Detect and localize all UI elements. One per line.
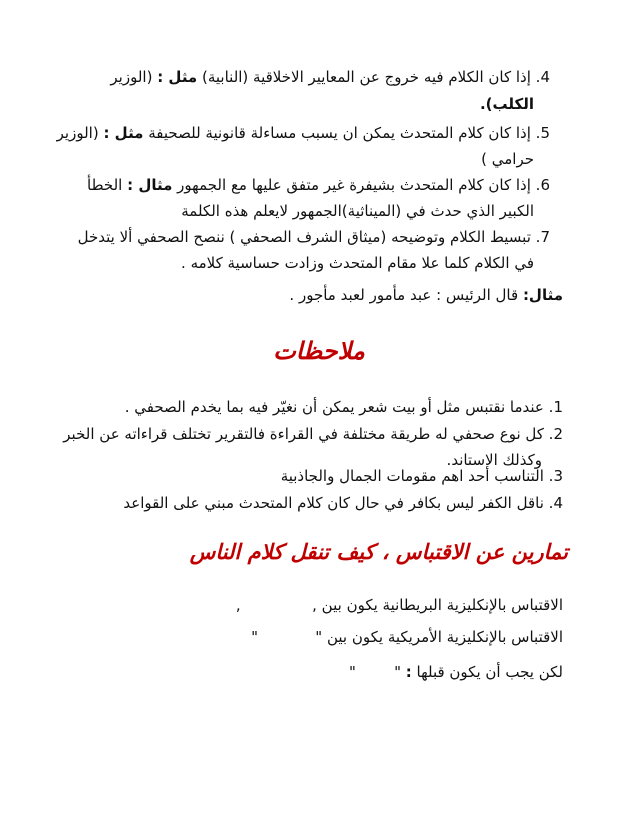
note-text: التناسب أحد اهم مقومات الجمال والجاذبية bbox=[280, 467, 544, 485]
item-text-end: (الوزير bbox=[56, 124, 104, 142]
item-text-end: الخطأ bbox=[87, 176, 128, 194]
note-text: عندما نقتبس مثل أو بيت شعر يمكن أن نغيّر فيه بما يخدم الصحفي . bbox=[124, 398, 544, 416]
exercise-line-2 bbox=[0, 624, 563, 650]
item-text: إذا كان الكلام فيه خروج عن المعايير الاخلاقية (النابية) bbox=[197, 68, 531, 86]
example-text: قال الرئيس : عبد مأمور لعبد مأجور . bbox=[289, 286, 523, 304]
item-text-end: (الوزير bbox=[110, 68, 158, 86]
item-text: إذا كان كلام المتحدث بشيفرة غير متفق عليها مع الجمهور bbox=[172, 176, 531, 194]
item-4-line-2 bbox=[0, 91, 534, 117]
item-text: في الكلام كلما علا مقام المتحدث وزادت حساسية كلامه . bbox=[181, 254, 534, 272]
note-text: وكذلك الاستاند. bbox=[446, 451, 542, 469]
exercise-line-1 bbox=[0, 592, 563, 618]
note-1 bbox=[0, 394, 563, 420]
item-bold-label: مثل : bbox=[103, 124, 144, 142]
note-4 bbox=[0, 490, 563, 516]
item-text: الكلب). bbox=[479, 95, 534, 113]
exercise-mark: , bbox=[235, 596, 241, 614]
note-number: 4. bbox=[548, 494, 563, 512]
note-number: 1. bbox=[548, 398, 563, 416]
item-text: الكبير الذي حدث في (الميناثية)الجمهور لايعلم هذه الكلمة bbox=[181, 202, 534, 220]
item-5-line-2 bbox=[0, 146, 534, 172]
exercise-line-3 bbox=[0, 659, 563, 685]
item-number: 4. bbox=[535, 68, 550, 86]
example-line bbox=[0, 282, 563, 308]
item-4-line-1 bbox=[0, 64, 550, 90]
item-text: حرامي ) bbox=[481, 150, 534, 168]
item-text: إذا كان كلام المتحدث يمكن ان يسبب مساءلة قانونية للصحيفة bbox=[143, 124, 531, 142]
exercise-gap bbox=[241, 596, 313, 614]
exercise-gap bbox=[258, 628, 315, 646]
example-label: مثال: bbox=[522, 286, 563, 304]
note-2-line-1 bbox=[0, 421, 563, 447]
exercise-text: الاقتباس بالإنكليزية الأمريكية يكون بين " bbox=[315, 628, 563, 646]
exercise-mark: " bbox=[251, 628, 259, 646]
item-7-line-2 bbox=[0, 250, 534, 276]
item-text: تبسيط الكلام وتوضيحه (ميثاق الشرف الصحفي ) ننصح الصحفي ألا يتدخل bbox=[77, 228, 531, 246]
item-bold-label: مثل : bbox=[157, 68, 198, 86]
exercise-mark: " bbox=[349, 663, 356, 681]
item-6-line-1 bbox=[0, 172, 550, 198]
note-text: كل نوع صحفي له طريقة مختلفة في القراءة فالتقرير تختلف قراءاته عن الخبر bbox=[63, 425, 544, 443]
item-number: 7. bbox=[535, 228, 550, 246]
note-3 bbox=[0, 463, 563, 489]
note-number: 3. bbox=[548, 467, 563, 485]
exercise-text-2: " bbox=[394, 663, 406, 681]
item-7-line-1 bbox=[0, 224, 550, 250]
notes-heading: ملاحظات bbox=[273, 336, 365, 365]
exercise-text: لكن يجب أن يكون قبلها bbox=[411, 663, 563, 681]
item-5-line-1 bbox=[0, 120, 550, 146]
exercises-heading: تمارين عن الاقتباس ، كيف تنقل كلام الناس bbox=[189, 539, 568, 564]
item-6-line-2 bbox=[0, 198, 534, 224]
exercise-text: الاقتباس بالإنكليزية البريطانية يكون بين , bbox=[312, 596, 563, 614]
item-bold-label: مثال : bbox=[127, 176, 173, 194]
exercise-gap bbox=[356, 663, 394, 681]
item-number: 6. bbox=[535, 176, 550, 194]
note-number: 2. bbox=[548, 425, 563, 443]
item-number: 5. bbox=[535, 124, 550, 142]
exercise-bold-colon: : bbox=[405, 663, 412, 681]
note-text: ناقل الكفر ليس بكافر في حال كان كلام المتحدث مبني على القواعد bbox=[123, 494, 544, 512]
